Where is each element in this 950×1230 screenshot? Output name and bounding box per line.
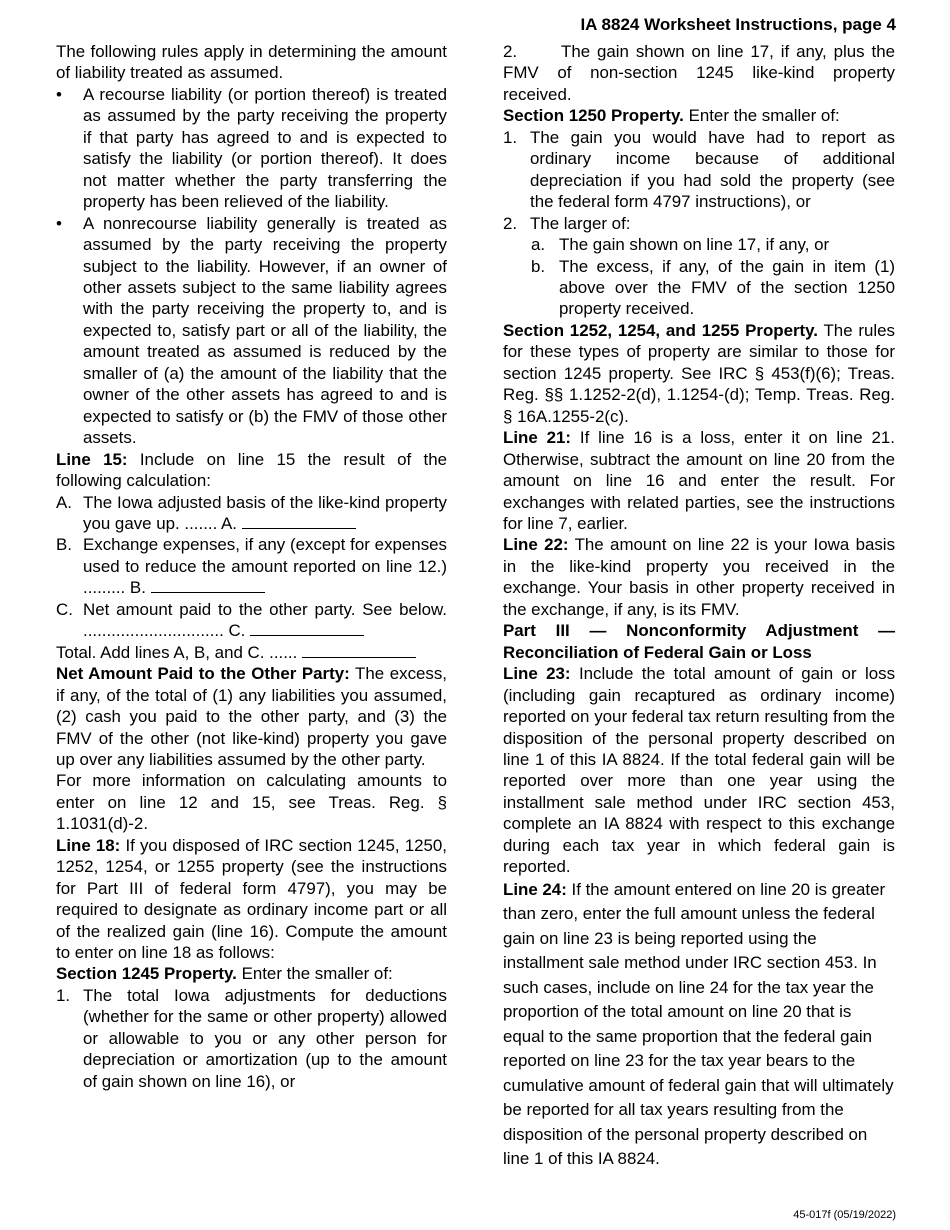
line18-label: Line 18:	[56, 835, 121, 855]
nonrecourse-liability-bullet: • A nonrecourse liability generally is treated as assumed by the party receiving the property subject to the liability. However, if an owner of other assets subject to the same liability agrees with the party receiving the property to, and is expected to, satisfy part or all of the liability, the amount treated as assumed is reduced by the smaller of (a) the amount of the liability that the owner of the other assets has agreed to and is expected to satisfy or (b) the FMV of those other assets.	[56, 213, 447, 449]
section-1250-item-2: 2. The larger of:	[503, 213, 631, 233]
line15-text: Include on line 15 the result of the following calculation:	[56, 449, 448, 491]
line24-paragraph: Line 24: If the amount entered on line 20 is greater than zero, enter the full amount unless the federal gain on line 23 is being reported using the installment sale method under IRC section 453. In such cases, include on line 24 for the tax year the proportion of the total amount on line 20 that is equal to the same proportion that the federal gain reported on line 23 for the tax year bears to the cumulative amount of federal gain that will ultimately be reported for all tax years resulting from the disposition of the personal property described on line 1 of this IA 8824.	[503, 879, 894, 1169]
line15-paragraph	[56, 449, 447, 492]
line21-paragraph: Line 21: If line 16 is a loss, enter it on line 21. Otherwise, subtract the amount on line 20 from the amount on line 16 and enter the result. For exchanges with related parties, see the instructions for line 7, earlier.	[503, 428, 895, 533]
calc-total	[56, 642, 447, 663]
section-1250-item-1: 1. The gain you would have had to report as ordinary income because of additional depreciation if you had sold the property (see the federal form 4797 instructions), or	[503, 127, 895, 212]
more-info-paragraph: For more information on calculating amounts to enter on line 12 and 15, see Treas. Reg. § 1.1031(d)-2.	[56, 771, 447, 834]
calc-a-blank	[242, 513, 356, 529]
left-column	[56, 41, 447, 1092]
line24-label: Line 24:	[503, 879, 567, 899]
line21-label: Line 21:	[503, 428, 572, 448]
net-amount-paragraph	[56, 663, 447, 770]
section-1250-item-2b: b. The excess, if any, of the gain in item (1) above over the FMV of the section 1250 property received.	[531, 256, 895, 319]
calc-total-blank	[302, 642, 416, 658]
calc-b-text: Exchange expenses, if any (except for expenses used to reduce the amount reported on line 12.) ......... B.	[83, 535, 447, 598]
part-3-heading: Part III — Nonconformity Adjustment — Reconciliation of Federal Gain or Loss	[503, 621, 895, 662]
calc-item-b: B. Exchange expenses, if any (except for expenses used to reduce the amount reported on line 12.) ......... B.	[56, 535, 447, 598]
section-1252-label: Section 1252, 1254, and 1255 Property.	[503, 320, 818, 340]
liability-intro: The following rules apply in determining the amount of liability treated as assumed.	[56, 42, 447, 83]
form-code-footer: 45-017f (05/19/2022)	[793, 1209, 896, 1221]
section-1250-item-2a: a. The gain shown on line 17, if any, or	[531, 235, 830, 255]
page-header: IA 8824 Worksheet Instructions, page 4	[580, 15, 896, 34]
section-1250-heading: Section 1250 Property. Enter the smaller of:	[503, 106, 840, 126]
line18-paragraph	[56, 835, 447, 964]
section-1245-heading: Section 1245 Property. Enter the smaller of:	[56, 964, 393, 984]
recourse-liability-bullet: • A recourse liability (or portion thereof) is treated as assumed by the party receiving the property if that party has agreed to and is expected to satisfy the liability (or portion thereof). It does not matter whether the party transferring the property has been relieved of the liability.	[56, 84, 447, 213]
calc-item-c: C. Net amount paid to the other party. See below. .............................. C.	[56, 599, 447, 641]
calc-total-text: Total. Add lines A, B, and C. ......	[56, 642, 298, 662]
calc-c-text: Net amount paid to the other party. See below. .............................. C.	[83, 599, 447, 641]
line18-text: If you disposed of IRC section 1245, 1250, 1252, 1254, or 1255 property (see the instructions for Part III of federal form 4797), you may be required to designate as ordinary income part or all of the realized gain (line 16). Compute the amount to enter on line 18 as follows:	[56, 835, 447, 963]
line22-label: Line 22:	[503, 535, 569, 555]
line15-label: Line 15:	[56, 449, 128, 469]
section-1245-item-2: 2. The gain shown on line 17, if any, plus the FMV of non-section 1245 like-kind property received.	[503, 42, 895, 104]
line22-paragraph: Line 22: The amount on line 22 is your Iowa basis in the like-kind property you received in the exchange. Your basis in other property received in the exchange, if any, is its FMV.	[503, 535, 896, 619]
line23-paragraph: Line 23: Include the total amount of gain or loss (including gain recaptured as ordinary income) reported on your federal tax return resulting from the disposition of the personal property described on line 1 of this IA 8824. If the total federal gain will be reported over more than one year using the installment sale method under IRC section 453, complete an IA 8824 with respect to this exchange during each tax year in which federal gain is reported.	[503, 664, 896, 877]
calc-a-text: The Iowa adjusted basis of the like-kind property you gave up. ....... A.	[83, 492, 447, 533]
calc-item-a: A. The Iowa adjusted basis of the like-kind property you gave up. ....... A.	[56, 492, 447, 533]
calc-c-blank	[250, 620, 364, 636]
net-amount-label: Net Amount Paid to the Other Party:	[56, 664, 350, 684]
right-column	[503, 41, 895, 1172]
section-1245-label: Section 1245 Property.	[56, 964, 237, 984]
section-1250-label: Section 1250 Property.	[503, 106, 684, 126]
section-1245-item-1: 1. The total Iowa adjustments for deductions (whether for the same or other property) allowed or allowable to you or any other person for depreciation or amortization (up to the amount of gain shown on line 16), or	[56, 985, 447, 1091]
net-amount-text: The excess, if any, of the total of (1) any liabilities you assumed, (2) cash you paid to the other party, and (3) the FMV of the other (not like-kind) property you gave up over any liabilities assumed by the other party.	[56, 664, 447, 769]
calc-b-blank	[151, 577, 265, 593]
section-1252-paragraph: Section 1252, 1254, and 1255 Property. The rules for these types of property are similar to those for section 1245 property. See IRC § 453(f)(6); Treas. Reg. §§ 1.1252-2(d), 1.1254-(d); Temp. Treas. Reg. § 16A.1255-2(c).	[503, 320, 895, 426]
line23-label: Line 23:	[503, 664, 571, 684]
